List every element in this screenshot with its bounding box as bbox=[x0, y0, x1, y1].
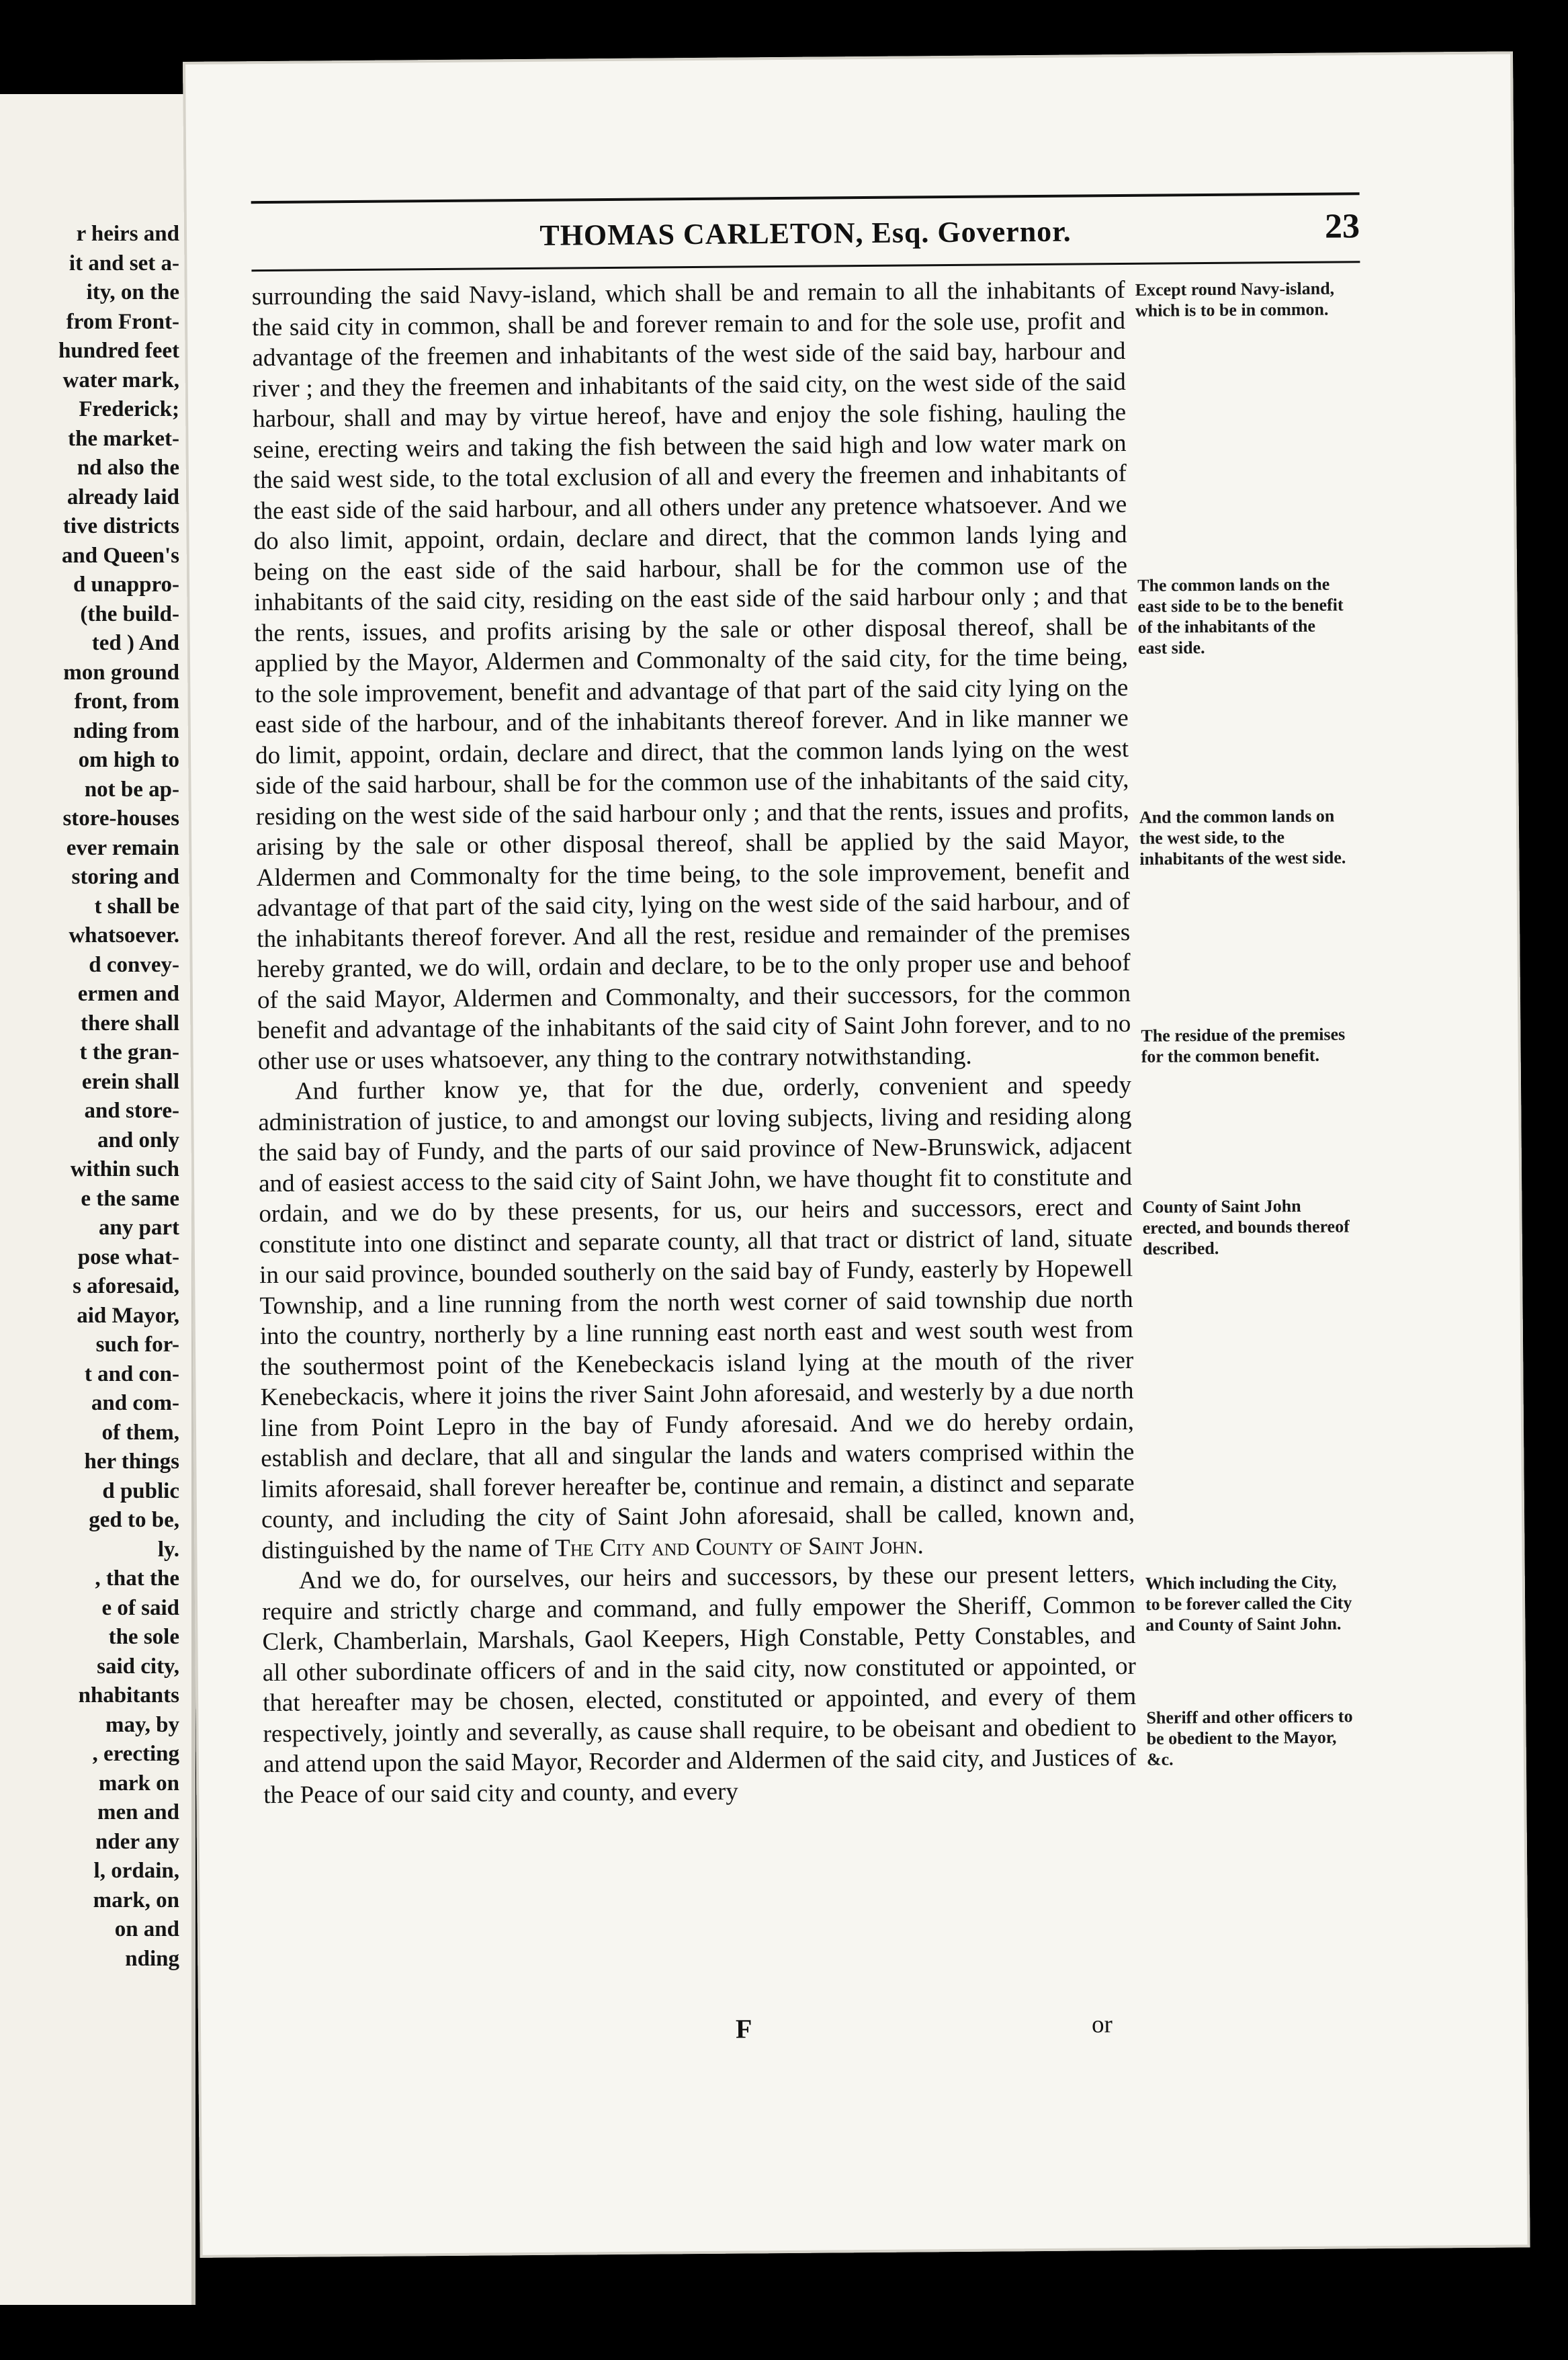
margin-note-residue: The residue of the premises for the common benefit. bbox=[1141, 1024, 1346, 1066]
left-page-fragment: her things bbox=[84, 1449, 179, 1474]
left-page-fragment: and only bbox=[97, 1128, 179, 1152]
left-page-fragment: from Front- bbox=[66, 309, 179, 334]
left-page-fragment: there shall bbox=[81, 1011, 179, 1036]
left-page-fragment: , erecting bbox=[92, 1742, 179, 1766]
left-page-fragment: and Queen's bbox=[61, 543, 179, 568]
margin-note-sheriff: Sheriff and other officers to be obedient to the Mayor, &c. bbox=[1146, 1706, 1353, 1769]
left-page-fragment: and store- bbox=[84, 1099, 179, 1123]
left-page-fragment: within such bbox=[70, 1157, 179, 1181]
left-page-fragment: and com- bbox=[91, 1391, 179, 1415]
left-page-fragment: r heirs and bbox=[76, 222, 179, 246]
margin-note-east-side: The common lands on the east side to be to the benefit of the inhabitants of the east side. bbox=[1137, 574, 1344, 658]
signature-mark: F bbox=[735, 2013, 752, 2044]
left-page-fragment: on and bbox=[114, 1917, 179, 1941]
left-page-fragment: may, by bbox=[105, 1712, 179, 1737]
left-page-fragment: om high to bbox=[78, 748, 179, 772]
left-page-fragment: not be ap- bbox=[84, 777, 179, 802]
body-text bbox=[252, 275, 1137, 1810]
left-page-fragment: mark on bbox=[98, 1771, 179, 1796]
page-number: 23 bbox=[1324, 207, 1360, 246]
paragraph-2 bbox=[258, 1070, 1135, 1566]
left-page-fragment: ity, on the bbox=[86, 280, 179, 304]
header-rule-top bbox=[251, 192, 1360, 204]
county-name: The City and County of Saint John. bbox=[554, 1531, 924, 1562]
left-page-fragment: water mark, bbox=[62, 368, 179, 392]
catchword: or bbox=[1091, 2011, 1113, 2039]
document-page bbox=[183, 51, 1530, 2257]
left-page-fragment: l, ordain, bbox=[93, 1859, 179, 1883]
left-page-fragment: t the gran- bbox=[79, 1040, 179, 1064]
left-page-fragment: e of said bbox=[101, 1595, 179, 1620]
left-page-fragment: it and set a- bbox=[69, 251, 179, 276]
paragraph-3: And we do, for ourselves, our heirs and successors, by these our present letters, require and strictly charge and command, and fully empower the Sheriff, Common Clerk, Chamberlain, Marshals, Gaol Keepers, High Constable, Petty Constables, and all other subordinate officers of and in the said city, now constituted or appointed, or that hereafter may be chosen, elected, constituted or appointed, and every of them respectively, jointly and severally, as cause shall require, to be obeisant and obedient to and attend upon the said Mayor, Recorder and Aldermen of the said city, and Justices of the Peace of our said city and county, and every bbox=[261, 1560, 1137, 1809]
left-page-fragment: t and con- bbox=[84, 1361, 179, 1386]
left-page-fragment: the market- bbox=[68, 426, 179, 451]
left-page-fragment: (the build- bbox=[80, 601, 179, 626]
left-page-fragment: d unappro- bbox=[73, 573, 179, 597]
left-page-fragment: hundred feet bbox=[58, 339, 179, 363]
left-page-fragment: whatsoever. bbox=[69, 923, 179, 947]
left-page-fragment: such for- bbox=[95, 1333, 179, 1357]
left-page-fragment: nd also the bbox=[77, 456, 179, 480]
left-page-fragment: erein shall bbox=[81, 1069, 179, 1094]
left-page-fragment: said city, bbox=[97, 1654, 179, 1679]
left-page-fragment: ever remain bbox=[66, 835, 179, 860]
left-page-fragment: ted ) And bbox=[91, 631, 179, 655]
left-page-fragment: nder any bbox=[95, 1829, 179, 1854]
left-page-fragment: , that the bbox=[95, 1566, 179, 1591]
running-header bbox=[251, 204, 1360, 266]
left-page-fragment: t shall be bbox=[94, 894, 179, 919]
left-page-fragment: Frederick; bbox=[79, 397, 179, 421]
left-page-fragment: mon ground bbox=[63, 660, 179, 685]
margin-note-navy-island: Except round Navy-island, which is to be in common. bbox=[1135, 278, 1335, 321]
left-facing-page bbox=[0, 94, 195, 2305]
left-page-fragment: aid Mayor, bbox=[77, 1303, 179, 1328]
left-page-fragment: s aforesaid, bbox=[73, 1274, 179, 1298]
left-page-fragment: the sole bbox=[108, 1625, 179, 1649]
left-page-fragment: d public bbox=[102, 1478, 179, 1503]
running-title: THOMAS CARLETON, Esq. Governor. bbox=[539, 214, 1072, 252]
margin-note-county: County of Saint John erected, and bounds thereof described. bbox=[1142, 1195, 1350, 1259]
left-page-fragment: store-houses bbox=[62, 806, 179, 831]
left-page-fragment: nding from bbox=[73, 718, 179, 743]
left-page-fragment: e the same bbox=[81, 1186, 179, 1211]
left-page-fragment: already laid bbox=[67, 484, 179, 509]
left-page-fragment: storing and bbox=[71, 865, 179, 889]
left-page-fragment: of them, bbox=[101, 1420, 179, 1445]
left-page-fragment: ly. bbox=[157, 1537, 179, 1562]
margin-note-city-and-county: Which including the City, to be forever called the City and County of Saint John. bbox=[1145, 1572, 1352, 1635]
left-page-fragment: ermen and bbox=[77, 982, 179, 1006]
left-page-fragment: tive districts bbox=[62, 514, 179, 538]
left-page-fragment: nding bbox=[125, 1946, 179, 1971]
paragraph-2-text: And further know ye, that for the due, orderly, convenient and speedy administration of justice, to and amongst our loving subjects, living and residing along the said bay of Fundy, and the parts of our said province of New-Brunswick, adjacent and of easiest access to the said city of Saint John, we have thought fit to constitute and ordain, and we do by these presents, for us, our heirs and successors, erect and constitute into one distinct and separate county, all that tract or district of land, situate in our said province, bounded southerly on the said bay of Fundy, easterly by Hopewell Township, and a line running from the north west corner of said township due north into the country, northerly by a line running east north east and west south west from the southermost point of the Kenebeckacis island lying at the mouth of the river Kenebeckacis, where it joins the river Saint John aforesaid, and westerly by a due north line from Point Lepro in the bay of Fundy aforesaid. And we do hereby ordain, establish and declare, that all and singular the lands and waters comprised within the limits aforesaid, shall forever hereafter be, continue and remain, a distinct and separate county, and including the city of Saint John aforesaid, shall be called, known and, distinguished by the name of bbox=[258, 1070, 1135, 1564]
left-page-fragment: front, from bbox=[74, 689, 179, 714]
left-page-fragment: pose what- bbox=[77, 1245, 179, 1269]
left-page-fragment: ged to be, bbox=[89, 1508, 179, 1532]
left-page-fragment: d convey- bbox=[89, 952, 179, 977]
left-page-fragment: men and bbox=[97, 1800, 179, 1824]
margin-note-west-side: And the common lands on the west side, to the inhabitants of the west side. bbox=[1139, 806, 1346, 869]
left-page-fragment: mark, on bbox=[93, 1888, 179, 1912]
paragraph-1: surrounding the said Navy-island, which shall be and remain to all the inhabitants of the said city in common, shall be and forever remain to and for the sole use, profit and advantage of the freemen and inhabitants of the west side of the said bay, harbour and river ; and they the freemen and inhabitants of the said city, on the west side of the said harbour, shall and may by virtue hereof, have and enjoy the sole fishing, hauling the seine, erecting weirs and taking the fish between the said high and low water mark on the said west side, to the total exclusion of all and every the freemen and inhabitants of the east side of the said harbour, and all others under any pretence whatsoever. And we do also limit, appoint, ordain, declare and direct, that the common lands lying and being on the east side of the said harbour, shall be for the common use of the inhabitants of the said city, residing on the east side of the said harbour only ; and that the rents, issues, and profits arising by the sale or other disposal thereof, shall be applied by the Mayor, Aldermen and Commonalty of the said city, for the time being, to the sole improvement, benefit and advantage of that part of the said city lying on the east side of the harbour, and of the inhabitants thereof forever. And in like manner we do limit, appoint, ordain, declare and direct, that the common lands lying on the west side of the said harbour, shall be for the common use of the inhabitants of the said city, residing on the west side of the said harbour only ; and that the rents, issues and profits, arising by the sale or other disposal thereof, shall be applied by the said Mayor, Aldermen and Commonalty for the time being, to the sole improvement, benefit and advantage of that part of the said city, lying on the west side of the said harbour, and of the inhabitants thereof forever. And all the rest, residue and remainder of the premises hereby granted, we do will, ordain and declare, to be to the only proper use and behoof of the said Mayor, Aldermen and Commonalty, and their successors, for the common benefit and advantage of the inhabitants of the said city of Saint John forever, and to no other use or uses whatsoever, any thing to the contrary notwithstanding. bbox=[251, 276, 1131, 1075]
left-page-fragment: nhabitants bbox=[78, 1683, 179, 1708]
left-page-fragment: any part bbox=[98, 1216, 179, 1240]
